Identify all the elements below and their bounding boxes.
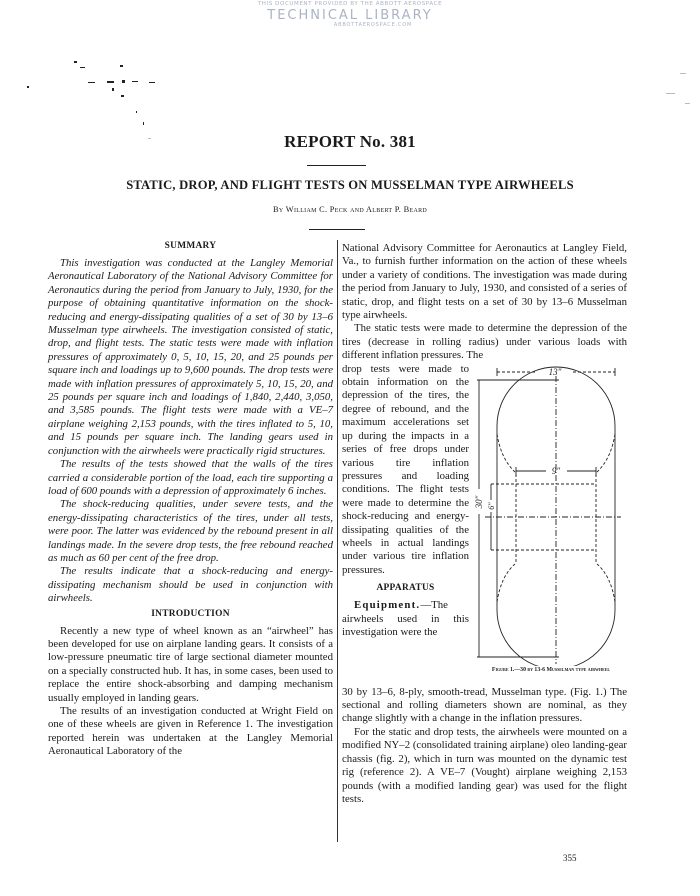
figure-wrap-area [342, 362, 627, 673]
apparatus-heading: APPARATUS [376, 583, 435, 594]
summary-heading: SUMMARY [164, 241, 217, 251]
right-column [342, 242, 627, 806]
introduction-heading: INTRODUCTION [151, 608, 230, 619]
intro-paragraph: The results of an investigation conducted at Wright Field on one of these wheels are given in Reference 1. The investigation reported herein was undertaken at the Langley Memorial Aeronautical Laboratory of the [48, 705, 333, 758]
summary-paragraph: The results indicate that a shock-reducing and energy-dissipating mechanism should be used in conjunction with airwheels. [48, 565, 333, 605]
intro-paragraph: Recently a new type of wheel known as an “airwheel” has been developed for use on airplane landing gears. It consists of a low-pressure pneumatic tire of large sectional diameter mounted on a specially constructed hub. It has, in some cases, been used to replace the entire shock-absorbing and damping mechanism usually employed in landing gears. [48, 624, 333, 704]
summary-paragraph: The shock-reducing qualities, under severe tests, and the energy-dissipating characteristics of the tires, under all tests, were poor. The latter was evidenced by the rebound present in all landings made. In the severe drop tests, the free rebound reached as much as 60 per cent of the free drop. [48, 498, 333, 564]
intro-continuation: National Advisory Committee for Aeronautics at Langley Field, Va., to furnish further information on the action of these wheels under a variety of conditions. The investigation was made during the period from January to July, 1930, and consisted of a series of static, drop, and flight tests on a set of 30 by 13–6 Musselman type airwheels. [342, 242, 627, 322]
drop-tests-paragraph: drop tests were made to obtain information on the depression of the tires, the degree of rebound, and the maximum accelerations set up during the impacts in a series of free drops under various tire inflation pressures and loading conditions. The flight tests were made to determine the shock-reducing and energy-dissipating qualities of the wheels in actual landings under various tire inflation pressures. [342, 362, 469, 576]
dimension-label-width: 13" [548, 366, 562, 377]
equipment-run-in-heading: Equipment. [354, 599, 421, 612]
summary-paragraph: This investigation was conducted at the Langley Memorial Aeronautical Laboratory of the National Advisory Committee for Aeronautics during the period from January to July, 1930, for the purpose of obtaining quantitative information on the shock-reducing and energy-dissipating qualities of a set of 30 by 13–6 Musselman type airwheels. The investigation consisted of static, drop, and flight tests. The static tests were made with inflation pressures of approximately 0, 5, 10, 15, 20, and 25 pounds per square inch and loadings up to 9,600 pounds. The drop tests were made with inflation pressures of approximately 5, 10, 15, 20, and 25 pounds per square inch and loadings of 1,840, 2,440, 3,050, and 3,585 pounds. The flight tests were made with a VE–7 airplane weighing 2,153 pounds, with the tires inflated to 5, 10, and 15 pounds per square inch. The landing gears used in conjunction with the airwheels were practically rigid structures. [48, 257, 333, 457]
airwheel-cross-section-diagram [475, 364, 627, 666]
watermark-library-name: TECHNICAL LIBRARY [267, 7, 433, 23]
report-number: REPORT No. 381 [284, 132, 416, 151]
equipment-paragraph: 30 by 13–6, 8-ply, smooth-tread, Musselman type. (Fig. 1.) The sectional and rolling diameters shown are nominal, as they change slightly with a change in the inflation pressures. [342, 685, 627, 725]
column-divider [337, 240, 338, 842]
byline-rule [309, 229, 365, 230]
watermark-website: ABBOTTAEROSPACE.COM [333, 21, 413, 28]
figure-caption: Figure 1.—30 by 13-6 Musselman type airwheel [491, 666, 611, 673]
watermark-provider-line: THIS DOCUMENT PROVIDED BY THE ABBOTT AEROSPACE [257, 1, 443, 7]
dimension-label-hub: 9" [551, 465, 561, 476]
static-tests-paragraph: The static tests were made to determine the depression of the tires (decrease in rolling radius) under various loads with different inflation pressures. The [342, 322, 627, 362]
title-rule [307, 165, 366, 166]
figure-1 [475, 364, 627, 686]
dimension-label-diameter: 30" [475, 495, 484, 509]
library-watermark [0, 2, 700, 28]
byline: By William C. Peck and Albert P. Beard [272, 205, 428, 214]
left-column [48, 237, 333, 759]
dimension-label-hub-offset: 6" [487, 501, 496, 510]
paper-title: STATIC, DROP, AND FLIGHT TESTS ON MUSSELMAN TYPE AIRWHEELS [126, 178, 574, 192]
summary-paragraph: The results of the tests showed that the walls of the tires carried a considerable portion of the load, each tire supporting a load of 600 pounds with a depression of approximately 6 inches. [48, 458, 333, 497]
page-number: 355 [563, 853, 577, 863]
mounting-paragraph: For the static and drop tests, the airwheels were mounted on a modified NY–2 (consolidated training airplane) oleo landing-gear chassis (fig. 2), which in turn was mounted on the dynamic test rig (reference 2). A VE–7 (Vought) airplane weighing 2,153 pounds (with a modified landing gear) was used for the flight tests. [342, 725, 627, 805]
scan-speckles [0, 40, 700, 140]
equipment-text: —The airwheels used in this investigation were the [342, 599, 469, 638]
